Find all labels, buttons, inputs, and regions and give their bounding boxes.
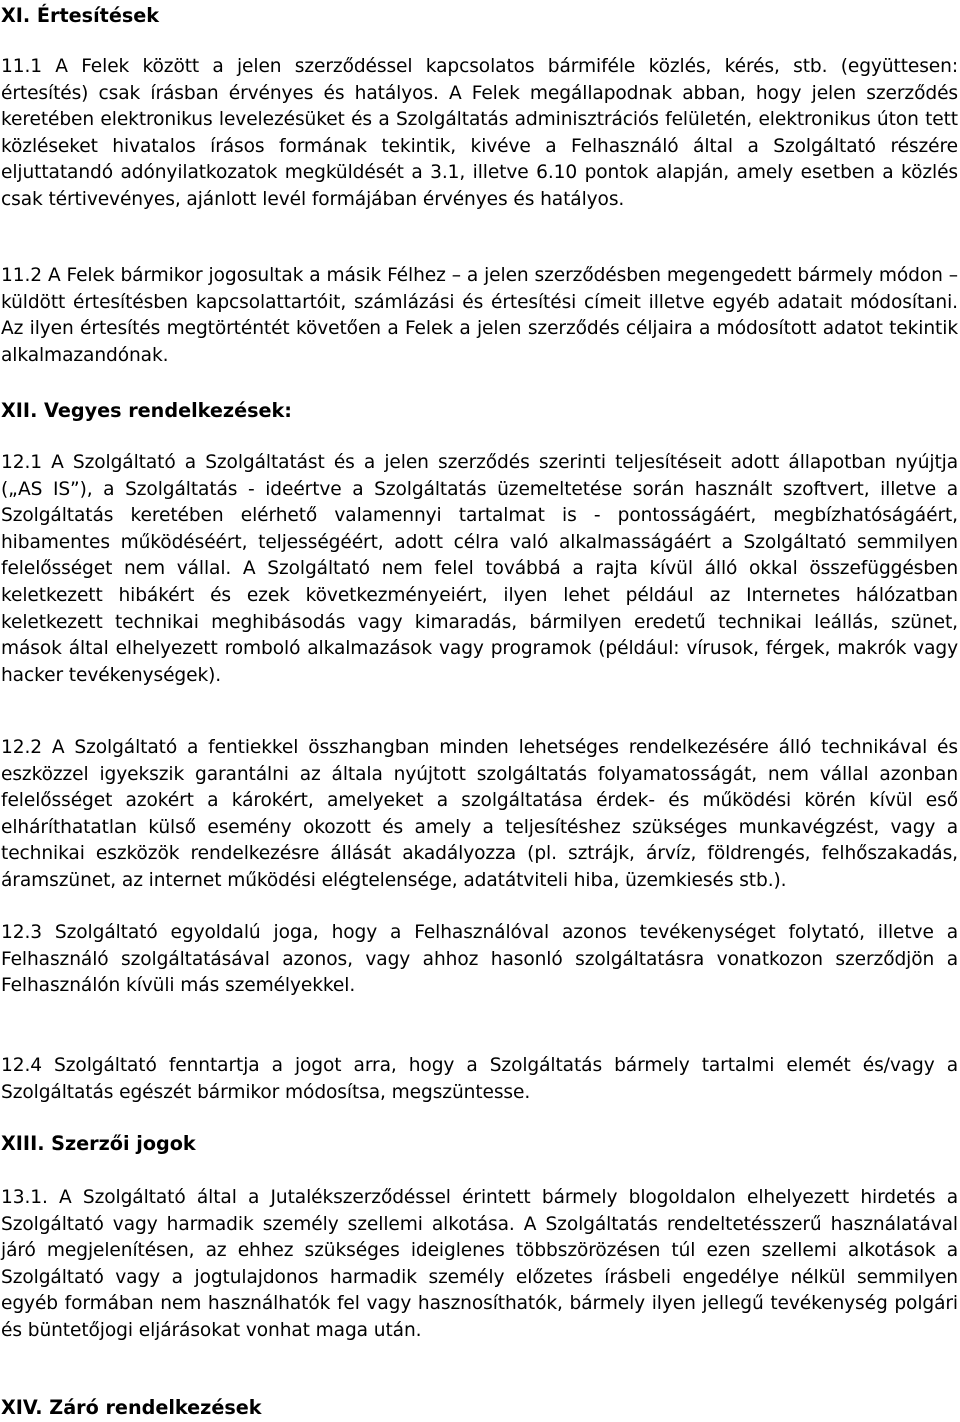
paragraph-13-1: 13.1. A Szolgáltató által a Jutalékszerződéssel érintett bármely blogoldalon elhelyezett hirdetés a Szolgáltató vagy harmadik személy szellemi alkotása. A Szolgáltatás rendeltetésszerű használatával járó megjelenítésen, az ehhez szükséges ideiglenes többszörözésen túl ezen szellemi alkotások a Szolgáltató vagy a jogtulajdonos harmadik személy előzetes írásbeli engedélye nélkül semmilyen egyéb formában nem használhatók fel vagy hasznosíthatók, bármely ilyen jellegű tevékenység polgári és büntetőjogi eljárásokat vonhat maga után. xyxy=(1,1187,958,1341)
paragraph-12-4: 12.4 Szolgáltató fenntartja a jogot arra, hogy a Szolgáltatás bármely tartalmi elemét és/vagy a Szolgáltatás egészét bármikor módosítsa, megszüntesse. xyxy=(1,1055,958,1103)
paragraph-11-1: 11.1 A Felek között a jelen szerződéssel kapcsolatos bármiféle közlés, kérés, stb. (együttesen: értesítés) csak írásban érvényes és hatályos. A Felek megállapodnak abban, hogy jelen szerződés keretében elektronikus levelezésüket és a Szolgáltatás adminisztrációs felületén, elektronikus úton tett közléseket hivatalos írásos formának tekintik, kivéve a Felhasználó által a Szolgáltató részére eljuttatandó adónyilatkozatok megküldését a 3.1, illetve 6.10 pontok alapján, amely esetben a közlés csak tértivevényes, ajánlott levél formájában érvényes és hatályos. xyxy=(1,56,958,210)
paragraph-12-1: 12.1 A Szolgáltató a Szolgáltatást és a jelen szerződés szerinti teljesítéseit adott állapotban nyújtja („AS IS”), a Szolgáltatás - ideértve a Szolgáltatás üzemeltetése során használt szoftvert, illetve a Szolgáltatás keretében elérhető valamennyi tartalmat is - pontosságáért, megbízhatóságáért, hibamentes működéséért, teljességéért, adott célra való alkalmasságáért a Szolgáltató semmilyen felelősséget nem vállal. A Szolgáltató nem felel továbbá a rajta kívül álló okkal összefüggésben keletkezett hibákért és ezek következményeiért, ilyen lehet például az Internetes hálózatban keletkezett technikai meghibásodás vagy kimaradás, bármilyen eredetű technikai leállás, szünet, mások által elhelyezett romboló alkalmazások vagy programok (például: vírusok, férgek, makrók vagy hacker tevékenységek). xyxy=(1,452,958,686)
section-heading-xiii: XIII. Szerzői jogok xyxy=(1,1132,196,1155)
paragraph-12-2: 12.2 A Szolgáltató a fentiekkel összhangban minden lehetséges rendelkezésére álló technikával és eszközzel igyekszik garantálni az általa nyújtott szolgáltatás folyamatosságát, nem vállal azonban felelősséget azokért a károkért, amelyeket a szolgáltatása érdek- és működési körén kívül eső elháríthatatlan külső esemény okozott és amely a teljesítéshez szükséges munkavégzést, vagy a technikai eszközök rendelkezésre állását akadályozza (pl. sztrájk, árvíz, földrengés, felhőszakadás, áramszünet, az internet működési elégtelensége, adatátviteli hiba, üzemkiesés stb.). xyxy=(1,737,958,891)
paragraph-11-2: 11.2 A Felek bármikor jogosultak a másik Félhez – a jelen szerződésben megengedett bármely módon – küldött értesítésben kapcsolattartóit, számlázási és értesítési címeit illetve egyéb adatait módosítani. Az ilyen értesítés megtörténtét követően a Felek a jelen szerződés céljaira a módosított adatot tekintik alkalmazandónak. xyxy=(1,265,958,366)
section-heading-xii: XII. Vegyes rendelkezések: xyxy=(1,399,292,422)
section-heading-xi: XI. Értesítések xyxy=(1,4,160,27)
section-heading-xiv: XIV. Záró rendelkezések xyxy=(1,1396,262,1419)
paragraph-12-3: 12.3 Szolgáltató egyoldalú joga, hogy a Felhasználóval azonos tevékenységet folytató, illetve a Felhasználó szolgáltatásával azonos, vagy ahhoz hasonló szolgáltatásra vonatkozon szerződjön a Felhasználón kívüli más személyekkel. xyxy=(1,922,958,997)
